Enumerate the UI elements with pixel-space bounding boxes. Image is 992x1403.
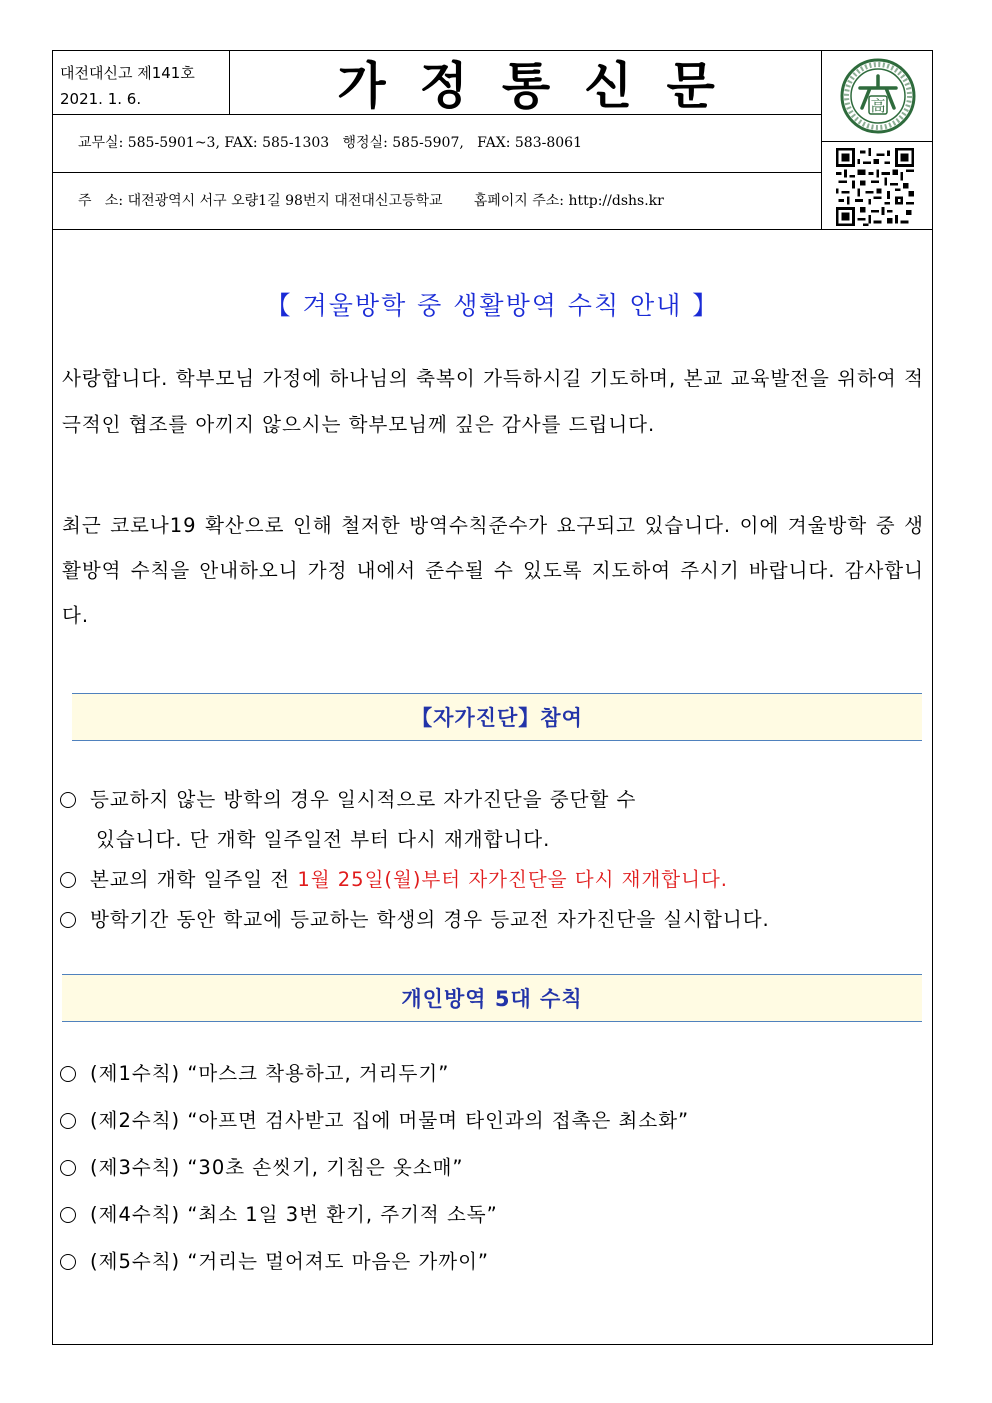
list-item bbox=[60, 1152, 464, 1180]
rule-3: (제3수칙) “30초 손씻기, 기침은 옷소매” bbox=[90, 1156, 464, 1179]
list-item bbox=[60, 864, 728, 892]
circle-bullet-icon bbox=[60, 1207, 76, 1223]
page-title: 가정통신문 bbox=[337, 57, 749, 115]
list-item bbox=[60, 1246, 489, 1274]
list-item-continuation bbox=[60, 824, 550, 852]
section-self-check-title: 【자가진단】참여 bbox=[72, 693, 922, 741]
circle-bullet-icon bbox=[60, 872, 76, 888]
rule-5: (제5수칙) “거리는 멀어져도 마음은 가까이” bbox=[90, 1250, 490, 1273]
circle-bullet-icon bbox=[60, 1160, 76, 1176]
rule-2: (제2수칙) “아프면 검사받고 집에 머물며 타인과의 접촉은 최소화” bbox=[90, 1109, 690, 1132]
self-check-item-1-line-2: 있습니다. 단 개학 일주일전 부터 다시 재개합니다. bbox=[96, 828, 551, 851]
circle-bullet-icon bbox=[60, 1254, 76, 1270]
issue-number: 대전대신고 제141호 bbox=[60, 64, 195, 82]
section-rules-title: 개인방역 5대 수칙 bbox=[62, 974, 922, 1022]
circle-bullet-icon bbox=[60, 1066, 76, 1082]
self-check-item-2-highlight: 1월 25일(월)부터 자가진단을 다시 재개합니다. bbox=[297, 868, 728, 891]
list-item bbox=[60, 1058, 449, 1086]
self-check-item-3: 방학기간 동안 학교에 등교하는 학생의 경우 등교전 자가진단을 실시합니다. bbox=[90, 908, 770, 931]
circle-bullet-icon bbox=[60, 1113, 76, 1129]
self-check-item-1-line-1: 등교하지 않는 방학의 경우 일시적으로 자가진단을 중단할 수 bbox=[90, 788, 637, 811]
header-divider-2 bbox=[52, 172, 822, 173]
issue-info bbox=[60, 60, 230, 112]
logo-text: 高 bbox=[870, 97, 886, 115]
notice-subject: 【 겨울방학 중 생활방역 수칙 안내 】 bbox=[265, 291, 720, 320]
header-divider-3 bbox=[52, 229, 933, 230]
list-item bbox=[60, 904, 770, 932]
circle-bullet-icon bbox=[60, 792, 76, 808]
circle-bullet-icon bbox=[60, 912, 76, 928]
self-check-item-2: 본교의 개학 일주일 전 bbox=[90, 868, 298, 891]
notice-paragraph: 최근 코로나19 확산으로 인해 철저한 방역수칙준수가 요구되고 있습니다. 이에 겨울방학 중 생활방역 수칙을 안내하오니 가정 내에서 준수될 수 있도록 지도하여 주시기 바랍니다. 감사합니다. bbox=[62, 514, 924, 627]
issue-date: 2021. 1. 6. bbox=[60, 90, 142, 108]
list-item bbox=[60, 1105, 689, 1133]
rule-4: (제4수칙) “최소 1일 3번 환기, 주기적 소독” bbox=[90, 1203, 498, 1226]
qr-code-icon[interactable] bbox=[836, 148, 914, 226]
school-logo-icon bbox=[840, 58, 916, 134]
list-item bbox=[60, 784, 636, 812]
rule-1: (제1수칙) “마스크 착용하고, 거리두기” bbox=[90, 1062, 450, 1085]
contact-info: 교무실: 585-5901~3, FAX: 585-1303 행정실: 585-5907, FAX: 583-8061 bbox=[78, 135, 582, 151]
logo-divider bbox=[822, 141, 933, 142]
greeting-paragraph: 사랑합니다. 학부모님 가정에 하나님의 축복이 가득하시길 기도하며, 본교 교육발전을 위하여 적극적인 협조를 아끼지 않으시는 학부모님께 깊은 감사를 드립니다. bbox=[62, 367, 924, 436]
address-info: 주 소: 대전광역시 서구 오량1길 98번지 대전대신고등학교 홈페이지 주소: http://dshs.kr bbox=[78, 193, 664, 209]
list-item bbox=[60, 1199, 498, 1227]
